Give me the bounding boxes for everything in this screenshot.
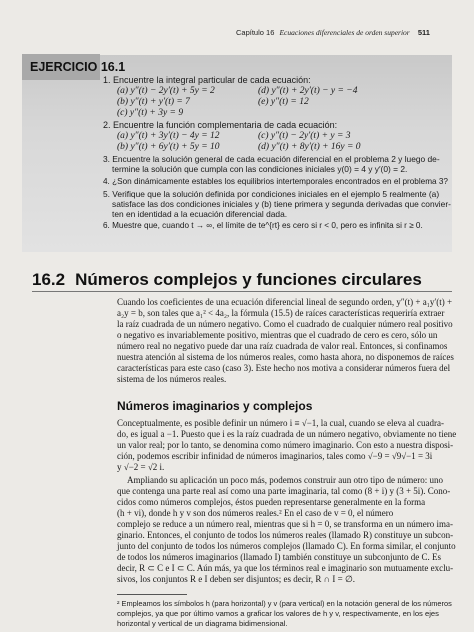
body-line: número real no negativo puede dar una raíz cuadrada de valor real. Entonces, si confinamos — [117, 341, 448, 351]
exercise-title: EJERCICIO 16.1 — [30, 60, 126, 74]
section-number: 16.2 — [32, 270, 66, 289]
body-line: ginario. Entonces, el conjunto de todos los números reales (llamado R) constituye un subcon- — [117, 530, 454, 540]
page-number: 511 — [417, 28, 430, 37]
exercise-line: 2. Encuentre la función complementaria de cada ecuación: — [103, 120, 338, 130]
body-line: ción, podemos escribir infinidad de números imaginarios, tales como √−9 = √9√−1 = 3i — [117, 451, 433, 461]
exercise-line: 3. Encuentre la solución general de cada ecuación diferencial en el problema 2 y luego de- — [103, 154, 440, 164]
exercise-line: (c) y″(t) − 2y′(t) + y = 3 — [258, 131, 351, 141]
footnote-line: ² Empleamos los símbolos h (para horizontal) y v (para vertical) en la notación general de los números — [117, 599, 452, 608]
exercise-line: (b) y″(t) + y′(t) = 7 — [117, 97, 190, 107]
exercise-line: (b) y″(t) + 6y′(t) + 5y = 10 — [117, 142, 220, 152]
body-line: do, es igual a −1. Puesto que i es la raíz cuadrada de un número negativo, obviamente no tiene — [117, 429, 457, 439]
body-line: que contenga una parte real así como una parte imaginaria, tal como (8 + i) y (3 + 5i). Cono- — [117, 486, 451, 496]
body-line: nuestra atención al sistema de los números reales, como hasta ahora, no disponemos de raíces — [117, 352, 454, 362]
body-line: sistema de los números reales. — [117, 374, 227, 384]
body-line: complejo se reduce a un número real, mientras que si h = 0, se transforma en un número ima- — [117, 519, 453, 529]
body-line: (h + vi), donde h y v son dos números reales.² En el caso de v = 0, el número — [117, 508, 394, 518]
body-line: un valor real; por lo tanto, se denomina como número imaginario. Con esto a nuestra disposi- — [117, 440, 454, 450]
section-title: Números complejos y funciones circulares — [75, 270, 422, 289]
exercise-line: (d) y″(t) + 2y′(t) − y = −4 — [258, 86, 358, 96]
body-line: de todos los números imaginarios (llamado I) también constituye un subconjunto de C. Es — [117, 552, 441, 562]
body-line: Ampliando su aplicación un poco más, podemos construir aun otro tipo de número: uno — [127, 475, 443, 485]
exercise-line: ten en identidad a la ecuación diferencial dada. — [112, 209, 288, 219]
body-line: junto del conjunto de todos los números complejos (llamado C). En forma similar, el conjunto — [117, 541, 456, 551]
exercise-line: 6. Muestre que, cuando t → ∞, el límite de te^{rt} es cero si r < 0, pero es infinita si r ≥ 0. — [103, 221, 423, 230]
footnote-line: complejos, ya que por último vamos a graficar los valores de h y v, respectivamente, en los ejes — [117, 609, 439, 618]
body-line: o negativo es invariablemente positivo, mientras que el cuadrado de cero es cero, sólo un — [117, 330, 438, 340]
chapter-title: Ecuaciones diferenciales de orden superior — [279, 28, 410, 37]
footnote-line: horizontal y vertical de un diagrama bidimensional. — [117, 619, 288, 628]
body-line: Cuando los coeficientes de una ecuación diferencial lineal de segundo orden, y″(t) + a₁y′(t) + — [117, 297, 453, 307]
chapter-label: Capítulo 16 — [236, 28, 275, 37]
body-line: características para este caso (caso 3). Este hecho nos motiva a considerar números fuera del — [117, 363, 451, 373]
body-line: cidos como números complejos, éstos pueden representarse generalmente en la forma — [117, 497, 426, 507]
section-heading — [32, 270, 422, 290]
body-line: y √−2 = √2 i. — [117, 462, 165, 472]
exercise-line: (c) y″(t) + 3y = 9 — [117, 108, 184, 118]
footnote-rule — [117, 594, 187, 595]
subsection-heading: Números imaginarios y complejos — [117, 399, 313, 413]
exercise-line: termine la solución que cumpla con las condiciones iniciales y(0) = 4 y y′(0) = 2. — [112, 164, 408, 174]
body-line: Conceptualmente, es posible definir un número i ≡ √−1, la cual, cuando se eleva al cuadra- — [117, 418, 444, 428]
exercise-line: (a) y″(t) + 3y′(t) − 4y = 12 — [117, 131, 220, 141]
exercise-line: 4. ¿Son dinámicamente estables los equilibrios intertemporales encontrados en el problema 3? — [103, 177, 448, 186]
exercise-line: 5. Verifique que la solución definida por condiciones iniciales en el ejemplo 5 realmente (a) — [103, 189, 440, 199]
body-line: la raíz cuadrada de un número negativo. Como el cuadrado de cualquier número real positivo — [117, 319, 453, 329]
exercise-line: (a) y″(t) − 2y′(t) + 5y = 2 — [117, 86, 215, 96]
exercise-line: satisface las dos condiciones iniciales y (b) tiene primera y segunda derivadas que convier- — [112, 199, 451, 209]
exercise-line: 1. Encuentre la integral particular de cada ecuación: — [103, 75, 311, 85]
body-line: a₂y = b, son tales que a₁² < 4a₂, la fórmula (15.5) de raíces características requeriría extraer — [117, 308, 445, 318]
section-rule — [32, 291, 452, 292]
body-line: sivos, los conjuntos R e I deben ser disjuntos; es decir, R ∩ I = ∅. — [117, 574, 356, 584]
exercise-line: (d) y″(t) + 8y′(t) + 16y = 0 — [258, 142, 361, 152]
running-header — [236, 28, 456, 37]
exercise-line: (e) y″(t) = 12 — [258, 97, 309, 107]
body-line: decir, R ⊂ C e I ⊂ C. Aún más, ya que los términos real e imaginario son mutuamente exclu- — [117, 563, 454, 573]
